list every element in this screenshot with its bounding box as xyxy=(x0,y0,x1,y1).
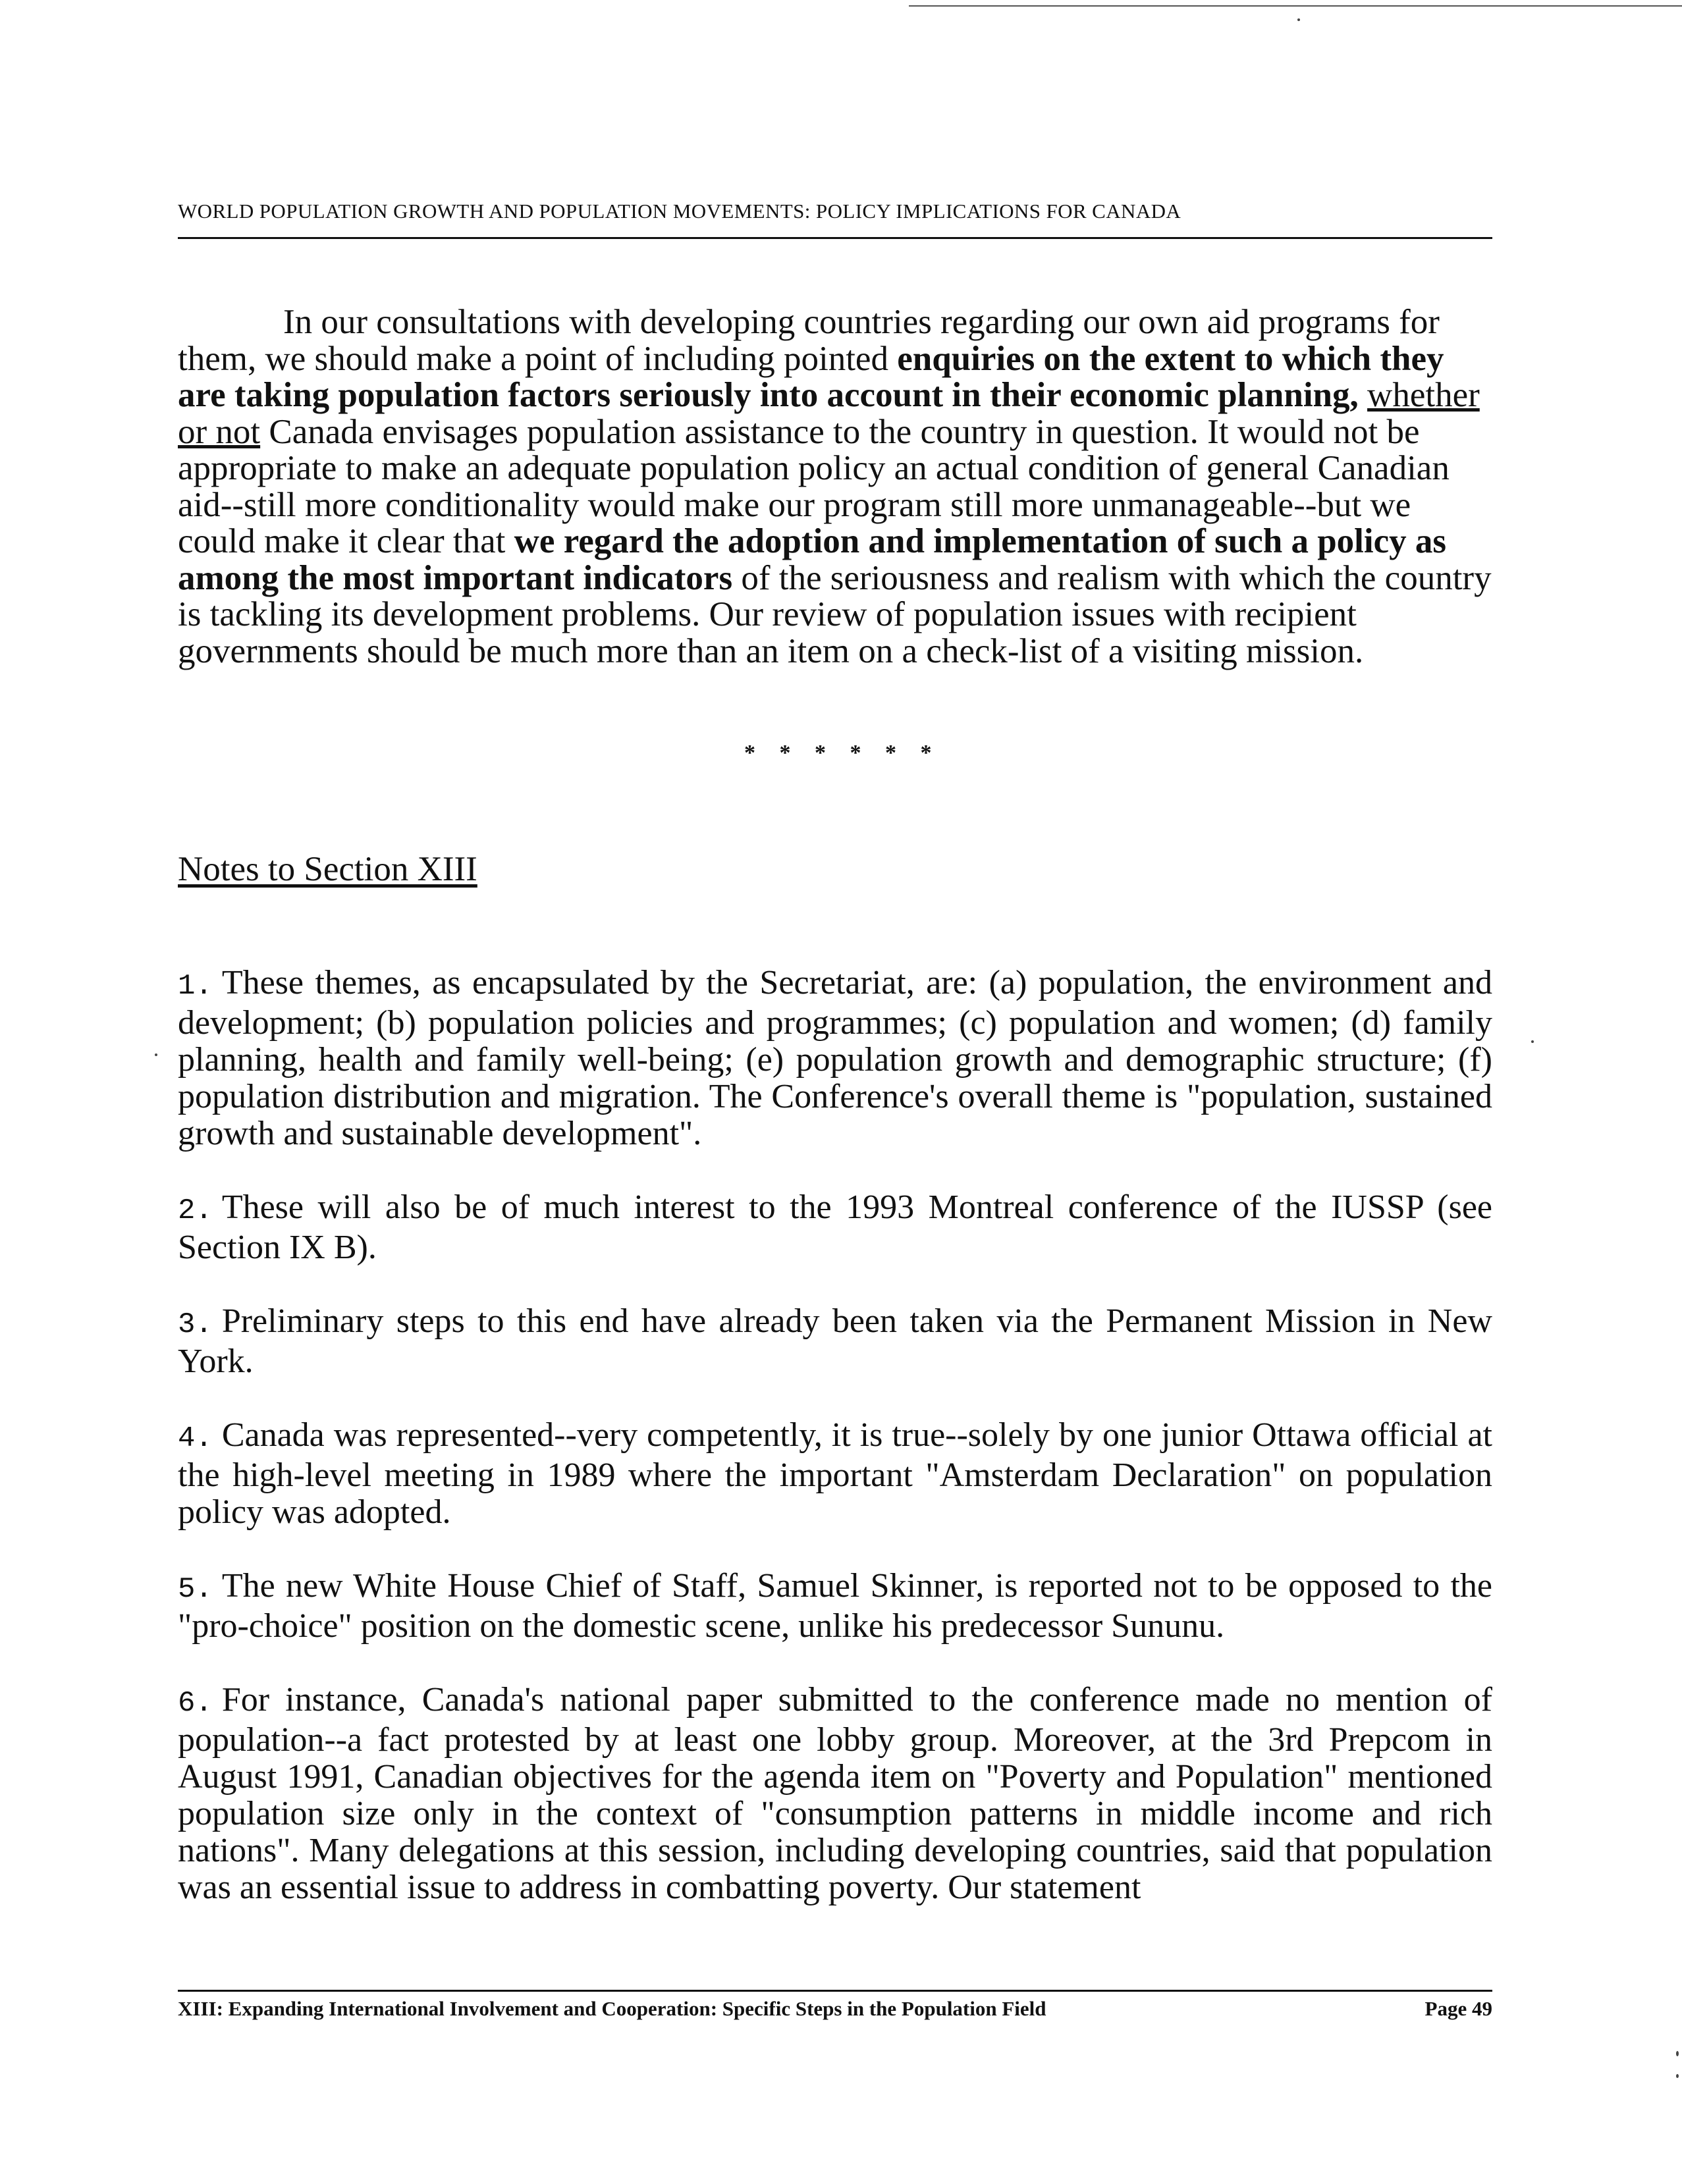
notes-list xyxy=(178,965,1492,1943)
note-item xyxy=(178,1682,1492,1906)
footer-section-title: XIII: Expanding International Involvement and Cooperation: Specific Steps in the Population Field xyxy=(178,1997,1046,2020)
scan-top-rule xyxy=(909,5,1682,7)
body-text-2 xyxy=(1359,376,1367,414)
note-text: For instance, Canada's national paper submitted to the conference made no mention of population--a fact protested by at least one lobby group. Moreover, at the 3rd Prepcom in August 1991, Canadian objectives for the agenda item on "Poverty and Population" mentioned population size only in the context of "consumption patterns in middle income and rich nations". Many delegations at this session, including developing countries, said that population was an essential issue to address in combatting poverty. Our statement xyxy=(178,1681,1492,1906)
scan-speck xyxy=(1676,2074,1679,2078)
note-text: Preliminary steps to this end have already been taken via the Permanent Mission in New York. xyxy=(178,1302,1492,1380)
section-separator: * * * * * * xyxy=(744,741,941,765)
body-text-3: Canada envisages population assistance to the country in question. It would not be appropriate to make an adequate population policy an actual condition of general Canadian aid--still more conditionality would make our program still more unmanageable--but we could make it clear that xyxy=(178,412,1450,560)
body-text-1: In our consultations with developing countries regarding our own aid programs for them, we should make a point of including pointed xyxy=(178,303,1440,378)
note-text: These will also be of much interest to the 1993 Montreal conference of the IUSSP (see Section IX B). xyxy=(178,1188,1492,1266)
note-number: 2. xyxy=(178,1194,213,1227)
note-number: 4. xyxy=(178,1422,213,1455)
header-rule xyxy=(178,237,1492,239)
note-item xyxy=(178,1303,1492,1380)
note-item xyxy=(178,965,1492,1152)
note-text: The new White House Chief of Staff, Samuel Skinner, is reported not to be opposed to the "pro-choice" position on the domestic scene, unlike his predecessor Sununu. xyxy=(178,1567,1492,1645)
note-number: 3. xyxy=(178,1308,213,1341)
body-underline: whether or not xyxy=(178,376,1480,451)
note-number: 5. xyxy=(178,1573,213,1606)
note-number: 1. xyxy=(178,970,213,1003)
scan-speck xyxy=(1676,2051,1679,2056)
running-header: WORLD POPULATION GROWTH AND POPULATION MOVEMENTS: POLICY IMPLICATIONS FOR CANADA xyxy=(178,200,1181,223)
note-text: These themes, as encapsulated by the Secretariat, are: (a) population, the environment and development; (b) population policies and programmes; (c) population and women; (d) family planning, health and family well-being; (e) population growth and demographic structure; (f) population distribution and migration. The Conference's overall theme is "population, sustained growth and sustainable development". xyxy=(178,964,1492,1152)
footer-rule xyxy=(178,1990,1492,1992)
page-number: Page 49 xyxy=(1424,1997,1492,2020)
note-text: Canada was represented--very competently, it is true--solely by one junior Ottawa official at the high-level meeting in 1989 where the important "Amsterdam Declaration" on population policy was adopted. xyxy=(178,1416,1492,1531)
scan-speck xyxy=(1297,18,1300,21)
body-bold-1: enquiries on the extent to which they are taking population factors seriously into account in their economic planning, xyxy=(178,339,1444,414)
notes-heading: Notes to Section XIII xyxy=(178,850,477,888)
body-text-4: of the seriousness and realism with which the country is tackling its development problems. Our review of population issues with recipient governments should be much more than an item on a check-list of a visiting mission. xyxy=(178,558,1492,670)
note-item xyxy=(178,1417,1492,1531)
body-bold-2: we regard the adoption and implementation of such a policy as among the most important indicators xyxy=(178,522,1447,597)
scan-speck xyxy=(155,1053,157,1056)
note-item xyxy=(178,1189,1492,1266)
note-item xyxy=(178,1568,1492,1645)
note-number: 6. xyxy=(178,1687,213,1720)
body-paragraph xyxy=(178,304,1492,670)
scan-speck xyxy=(1531,1040,1534,1043)
